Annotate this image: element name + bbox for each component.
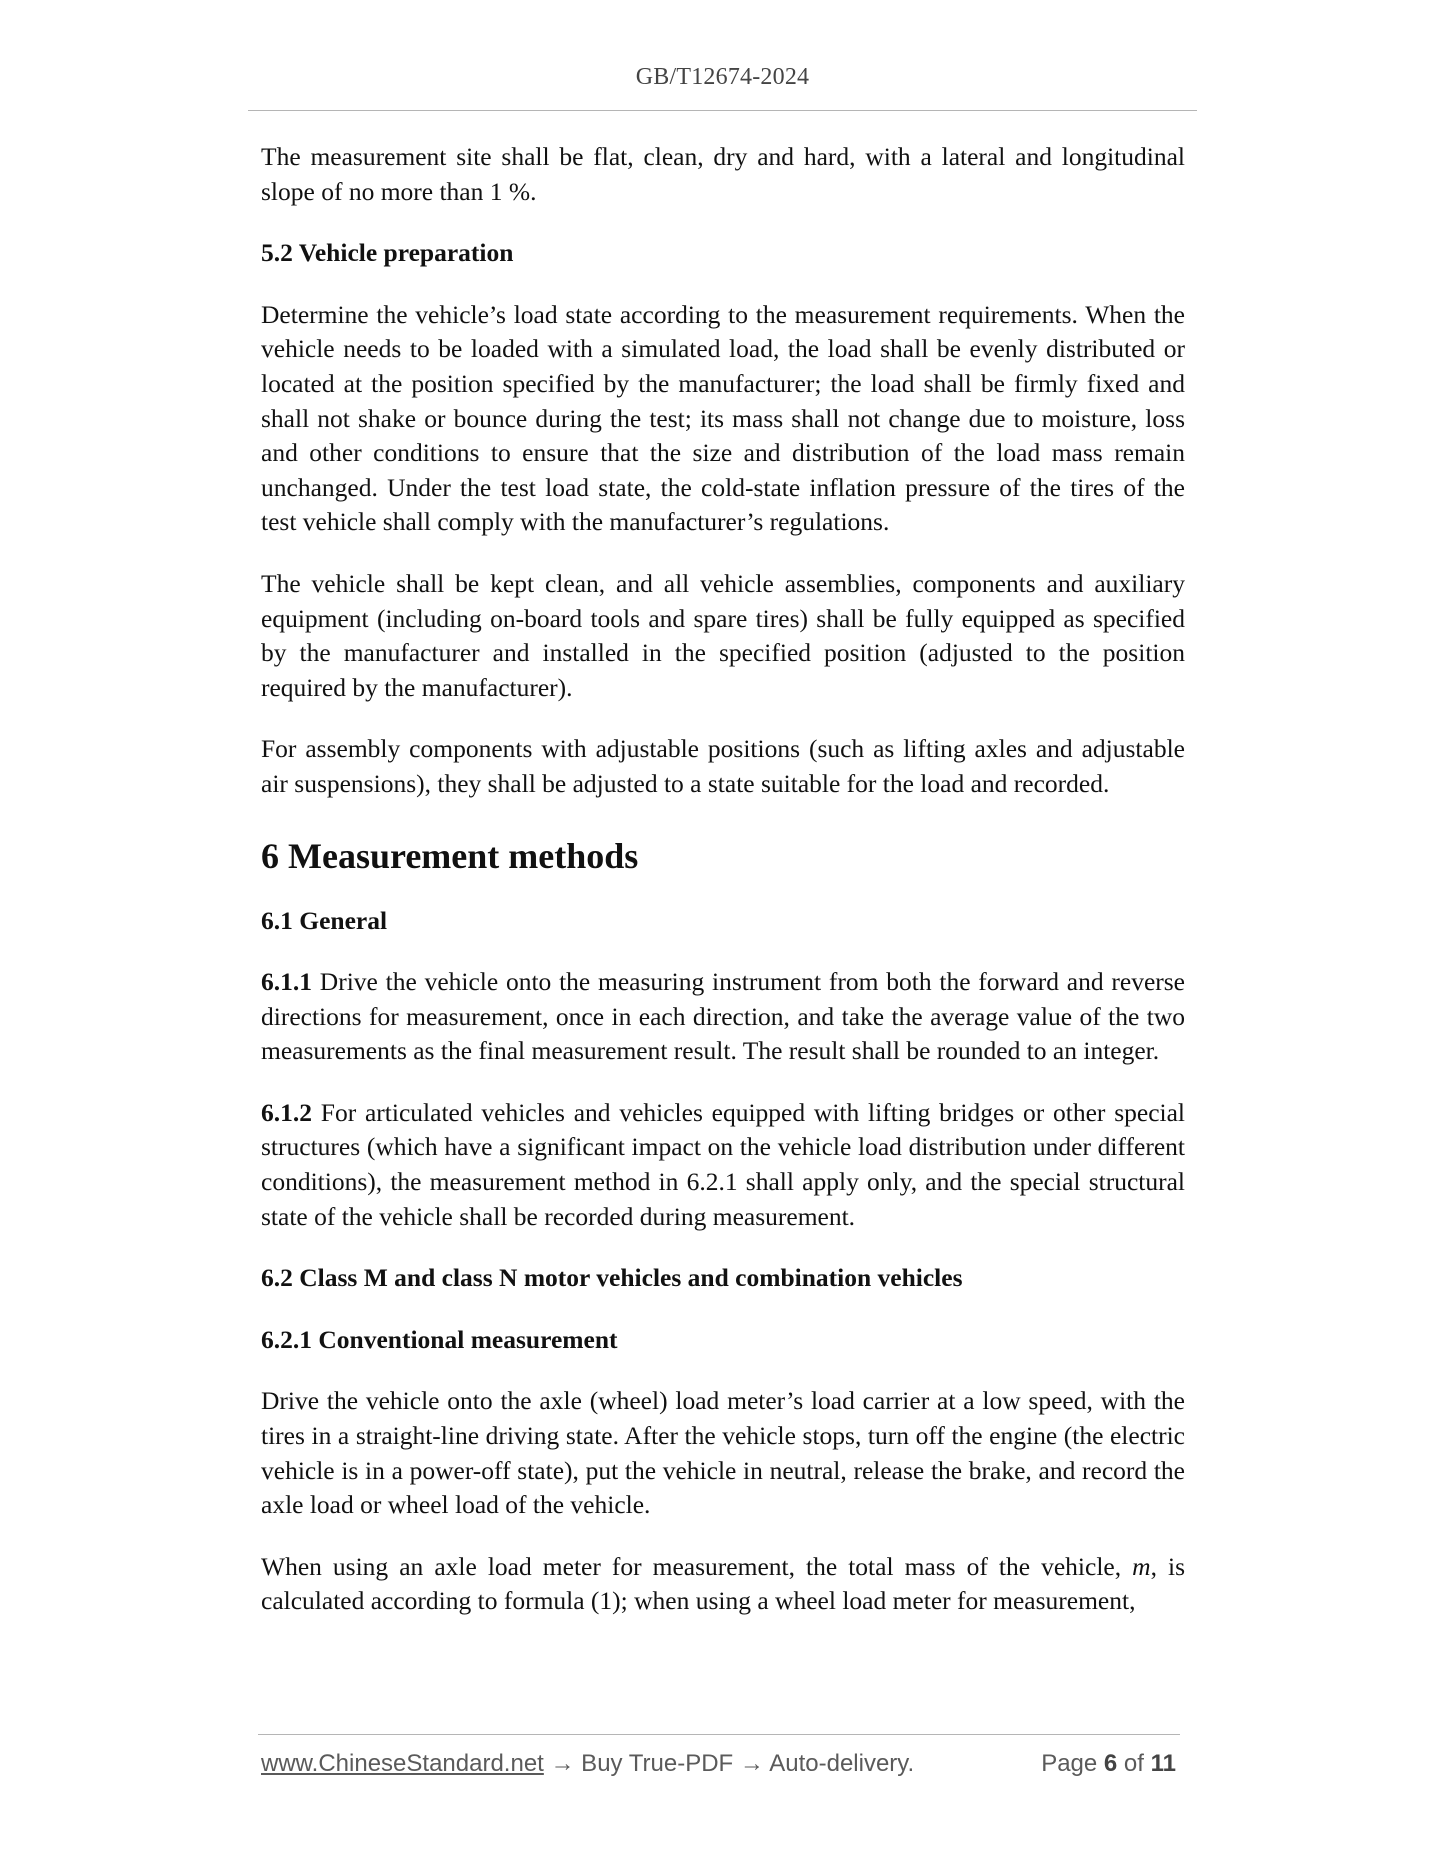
paragraph-site-conditions: The measurement site shall be flat, clean, dry and hard, with a lateral and longitudinal slope of no more than 1 %. [261, 142, 1185, 206]
clause-text: Drive the vehicle onto the measuring instrument from both the forward and reverse directions for measurement, once in each direction, and take the average value of the two measurements as the final measurement result. The result shall be rounded to an integer. [261, 967, 1185, 1066]
document-header: GB/T12674-2024 [635, 64, 810, 90]
clause-number: 6.1.1 [261, 967, 312, 997]
formula-text-end: , is calculated according to formula (1); when using a wheel load meter for measurement, [261, 1551, 1185, 1616]
paragraph-load-state: Determine the vehicle’s load state according to the measurement requirements. When the vehicle needs to be loaded with a simulated load, the load shall be evenly distributed or located at the position specified by the manufacturer; the load shall be firmly fixed and shall not shake or bounce during the test; its mass shall not change due to moisture, loss and other conditions to ensure that the size and distribution of the load mass remain unchanged. Under the test load state, the cold-state inflation pressure of the tires of the test vehicle shall comply with the manufacturer’s regulations. [261, 299, 1185, 537]
page-label: Page [1041, 1750, 1104, 1777]
total-page-number: 11 [1150, 1750, 1176, 1777]
footer-promo [261, 1750, 914, 1778]
clause-6-1-1 [261, 965, 1185, 1069]
variable-m: m [1132, 1551, 1151, 1581]
page-footer [261, 1750, 1180, 1786]
heading-6: 6 Measurement methods [261, 835, 639, 876]
formula-text-start: When using an axle load meter for measurement, the total mass of the vehicle, [261, 1551, 1133, 1581]
clause-number: 6.1.2 [261, 1097, 312, 1127]
footer-divider [258, 1734, 1180, 1735]
page-counter [1041, 1750, 1176, 1778]
heading-6-2-1: 6.2.1 Conventional measurement [261, 1324, 618, 1354]
current-page-number: 6 [1103, 1750, 1118, 1777]
site-link[interactable]: www.ChineseStandard.net [261, 1750, 544, 1777]
paragraph-total-mass-formula [261, 1550, 1185, 1619]
paragraph-adjustable-components: For assembly components with adjustable positions (such as lifting axles and adjustable air suspensions), they shall be adjusted to a state suitable for the load and recorded. [261, 734, 1185, 798]
header-divider [248, 110, 1197, 111]
paragraph-drive-onto-meter: Drive the vehicle onto the axle (wheel) load meter’s load carrier at a low speed, with the tires in a straight-line driving state. After the vehicle stops, turn off the engine (the electric vehicle is in a power-off state), put the vehicle in neutral, release the brake, and record the axle load or wheel load of the vehicle. [261, 1386, 1185, 1520]
heading-6-2: 6.2 Class M and class N motor vehicles and combination vehicles [261, 1263, 963, 1293]
heading-5-2: 5.2 Vehicle preparation [261, 238, 514, 268]
page-of-label: of [1117, 1750, 1151, 1777]
page-body [261, 140, 1185, 1646]
promo-text: → Buy True-PDF → Auto-delivery. [543, 1750, 915, 1777]
paragraph-vehicle-clean: The vehicle shall be kept clean, and all vehicle assemblies, components and auxiliary equipment (including on-board tools and spare tires) shall be fully equipped as specified by the manufacturer and installed in the specified position (adjusted to the position required by the manufacturer). [261, 568, 1185, 702]
heading-6-1: 6.1 General [261, 905, 388, 935]
clause-6-1-2 [261, 1096, 1185, 1234]
clause-text: For articulated vehicles and vehicles equipped with lifting bridges or other special structures (which have a significant impact on the vehicle load distribution under different conditions), the measurement method in 6.2.1 shall apply only, and the special structural state of the vehicle shall be recorded during measurement. [261, 1097, 1185, 1231]
